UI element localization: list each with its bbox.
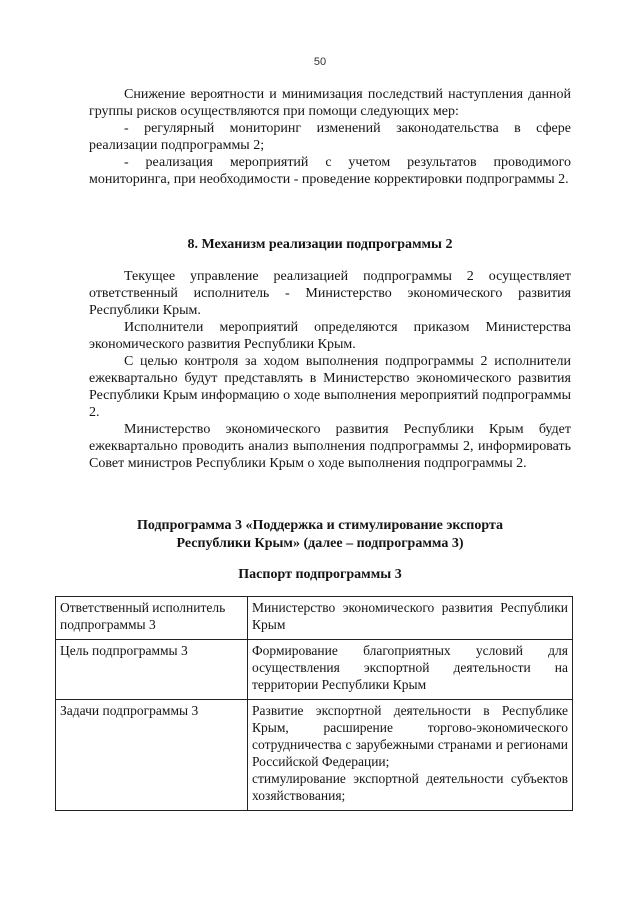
passport-row-value: [248, 597, 573, 640]
passport-row-label: Задачи подпрограммы 3: [56, 700, 248, 811]
section-8-paragraph-1: Текущее управление реализацией подпрограммы 2 осуществляет ответственный исполнитель - Министерство экономического развития Республики Крым.: [89, 269, 571, 318]
risk-measure-monitoring: - регулярный мониторинг изменений законодательства в сфере реализации подпрограммы 2;: [89, 121, 571, 153]
page-number: 50: [313, 56, 327, 68]
passport-row-responsible-executor: [56, 597, 573, 640]
passport-table: [55, 596, 573, 811]
passport-table-body: [56, 597, 573, 811]
passport-row-goal: [56, 640, 573, 700]
section-8-paragraph-2: Исполнители мероприятий определяются приказом Министерства экономического развития Республики Крым.: [89, 320, 571, 352]
subprogram-3-title-line-1: Подпрограмма 3 «Поддержка и стимулирование экспорта: [136, 518, 504, 533]
risk-mitigation-block: [89, 86, 571, 188]
risk-intro-paragraph: Снижение вероятности и минимизация последствий наступления данной группы рисков осуществляются при помощи следующих мер:: [89, 87, 571, 119]
risk-measure-adjustment: - реализация мероприятий с учетом результатов проводимого мониторинга, при необходимости - проведение корректировки подпрограммы 2.: [89, 155, 571, 187]
passport-row-tasks: [56, 700, 573, 811]
section-8-body: [89, 268, 571, 472]
passport-value-text: стимулирование экспортной деятельности субъектов хозяйствования;: [252, 771, 568, 803]
passport-row-label: Ответственный исполнитель подпрограммы 3: [56, 597, 248, 640]
section-8-paragraph-3: С целью контроля за ходом выполнения подпрограммы 2 исполнители ежеквартально будут представлять в Министерство экономического развития Республики Крым информацию о ходе выполнения мероприятий подпрограммы 2.: [89, 354, 571, 420]
passport-heading: Паспорт подпрограммы 3: [238, 567, 402, 582]
passport-value-text: Развитие экспортной деятельности в Республике Крым, расширение торгово-экономического сотрудничества с зарубежными странами и регионами Российской Федерации;: [252, 703, 568, 769]
passport-row-label: Цель подпрограммы 3: [56, 640, 248, 700]
passport-value-text: Формирование благоприятных условий для осуществления экспортной деятельности на территории Республики Крым: [252, 643, 568, 692]
section-8-paragraph-4: Министерство экономического развития Республики Крым будет ежеквартально проводить анализ выполнения подпрограммы 2, информировать Совет министров Республики Крым о ходе выполнения подпрограммы 2.: [89, 422, 571, 471]
passport-row-value: [248, 700, 573, 811]
subprogram-3-title-line-2: Республики Крым» (далее – подпрограмма 3): [176, 536, 464, 551]
section-8-heading: 8. Механизм реализации подпрограммы 2: [187, 237, 453, 252]
passport-value-text: Министерство экономического развития Республики Крым: [252, 600, 568, 632]
passport-row-value: [248, 640, 573, 700]
